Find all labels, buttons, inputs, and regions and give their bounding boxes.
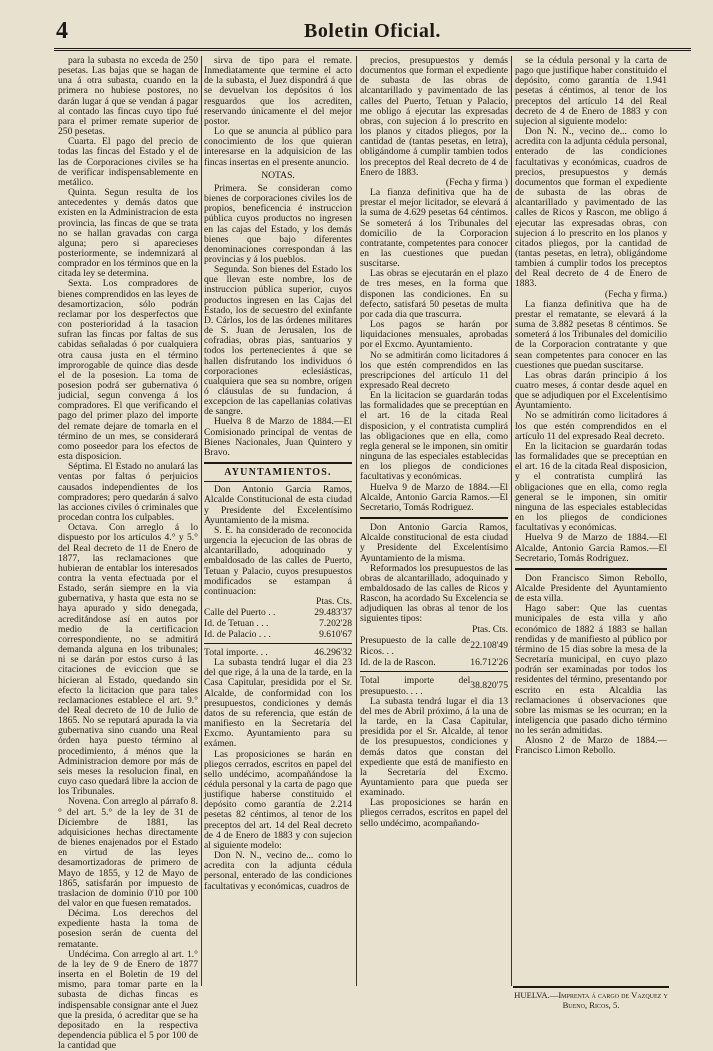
page-number: 4: [56, 18, 68, 44]
paragraph: Don Antonio Garcia Ramos, Alcalde Constitucional de esta ciudad y Presidente del Excelentísimo Ayuntamiento de la misma.: [204, 484, 352, 526]
table-row: [204, 607, 352, 618]
table-row: [360, 675, 508, 697]
table-row: [204, 618, 352, 629]
table-cell: 9.610'67: [319, 629, 352, 641]
paragraph: Séptima. El Estado no anulará las ventas por faltas ó perjuicios causados independientes de los compradores; pero quedarán á salvo las acciones civiles ó criminales que procedan contra los culpables.: [58, 461, 198, 524]
paragraph: La subasta tendrá lugar el dia 23 del que rige, á la una de la tarde, en la Casa Capitular, presidida por el Sr. Alcalde, de conformidad con los presupuestos, condiciones y demás datos de su referencia, que están de manifiesto en la Secretaría del Excmo. Ayuntamiento para su exámen.: [204, 657, 352, 750]
paragraph: No se admitirán como licitadores á los que estén comprendidos en las prescripciones del artículo 11 del expresado Real decreto: [360, 349, 508, 391]
table-cell: 22.108'49: [470, 640, 508, 652]
paragraph: Alosno 2 de Marzo de 1884.—Francisco Limon Rebollo.: [515, 735, 667, 757]
table-cell: 7.202'28: [319, 618, 352, 630]
paragraph: La subasta tendrá lugar el dia 13 del mes de Abril próximo, á la una de la tarde, en la Casa Capitular, presidida por el Sr. Alcalde, al tenor de los presupuestos, condiciones y demás datos que constan del expediente que está de manifiesto en la Secretaría del Excmo. Ayuntamiento para que pueda ser examinado.: [360, 695, 508, 799]
paragraph: Hago saber: Que las cuentas municipales de esta villa y año económico de 1882 á 1883 se hallan rendidas y de manifiesto al público por término de 15 dias sobre la mesa de la Secretaría municipal, en cuyo plazo podrán ser examinadas por todos los residentes del término, presentando por escrito en esta Alcaldia las reclamaciones ú observaciones que sobre las mismas se les ocurran; en la inteligencia que pasado dicho término no les serán admitidas.: [515, 603, 667, 737]
paragraph: precios, presupuestos y demás documentos que forman el expediente de subasta de las obras de alcantarillado y pavimentado de las calles del Puerto, Tetuan y Palacio, me obligo á ejecutar las expresadas obras, con sujecion á lo prescrito en los planos y citados pliegos, por la cantidad de (tantas pesetas, en letra), obligándome á cumplir tambien todos los preceptos del Real decreto de 4 de Enero de 1883.: [360, 55, 508, 178]
paragraph: Huelva 9 de Marzo de 1884.—El Alcalde, Antonio Garcia Ramos.—El Secretario, Tomás Rodriguez.: [360, 481, 508, 513]
table-cell: Calle del Puerto . .: [204, 607, 276, 619]
section-heading: AYUNTAMIENTOS.: [224, 467, 332, 479]
paragraph: No se admitirán como licitadores á los que estén comprendidos en el artículo 11 del expresado Real decreto.: [515, 410, 667, 442]
section-rule: [360, 517, 508, 519]
paragraph: Don Francisco Simon Rebollo, Alcalde Presidente del Ayuntamiento de esta villa.: [515, 572, 667, 605]
paragraph: Sexta. Los compradores de bienes comprendidos en las leyes de desamortizacion, sólo podrán reclamar por los desperfectos que con posterioridad á la tasacion sufran las fincas por faltas de sus cabidas señaladas ó por cualquiera otra causa justa en el término improrogable de quince dias desde el de la posesion. La toma de posesion podrá ser gubernativa ó judicial, segun convenga á los compradores. El que verificando el pago del primer plazo del importe del remate dejare de tomarla en el término de un mes, se considerará como poseedor para los efectos de esta disposicion.: [58, 278, 198, 463]
table-rule: [360, 671, 508, 672]
paragraph: Las proposiciones se harán en pliegos cerrados, escritos en papel del sello undécimo, acompañando-: [360, 797, 508, 829]
paragraph: Undécima. Con arreglo al art. 1.° de la ley de 9 de Enero de 1877 inserta en el Boletin de 19 del mismo, para tomar parte en la subasta de dichas fincas es indispensable consignar ante el Juez que la presida, ó acreditar que se ha depositado en la respectiva dependencia pública el 5 por 100 de la cantidad que: [58, 948, 198, 1051]
printer-imprint: HUELVA.—Imprenta á cargo de Vazquez y Bueno, Ricos, 5.: [513, 986, 669, 1010]
paragraph: Décima. Los derechos del expediente hasta la toma de posesion serán de cuenta del rematante.: [58, 908, 198, 950]
signature-line: (Fecha y firma.): [604, 288, 667, 300]
section-rule: [204, 481, 352, 482]
budget-table: [360, 635, 508, 668]
table-cell: Id. de Palacio . . .: [204, 629, 271, 641]
paragraph: Huelva 9 de Marzo de 1884.—El Alcalde, Antonio Garcia Ramos.—El Secretario, Tomás Rodriguez.: [515, 532, 667, 564]
table-cell: Total importe del presupuesto. . . .: [360, 674, 471, 697]
table-cell: 29.483'37: [314, 607, 352, 619]
table-header: Ptas. Cts.: [472, 623, 508, 635]
table-cell: 16.712'26: [470, 656, 508, 668]
total-table: [360, 675, 508, 697]
paragraph: Cuarta. El pago del precio de todas las fincas del Estado y el de las de Corporaciones civiles se ha de verificar indispensablemente en metálico.: [58, 136, 198, 188]
paragraph: En la licitacion se guardarán todas las formalidades que se preceptúan en el art. 16 de la citada Real disposicion, y el contratista cumplirá las obligaciones que en ella, como regla general se le imponen, sin omitir ninguna de las especiales establecidas en los pliegos de condiciones facultativas y económicas.: [515, 440, 667, 534]
column-4: [515, 56, 667, 982]
paragraph: Lo que se anuncia al público para conocimiento de los que quieran interesarse en la adquisicion de las fincas insertas en el presente anuncio.: [204, 126, 352, 168]
table-row: [360, 635, 508, 657]
paragraph: La fianza definitiva que ha de prestar el rematante, se elevará á la suma de 3.882 pesetas 8 céntimos. Se someterá á los Tribunales del domicilio de la Corporacion contratante y que sean competentes para conocer en las cuestiones que puedan suscitarse.: [515, 298, 667, 371]
paragraph: Huelva 8 de Marzo de 1884.—El Comisionado principal de ventas de Bienes Nacionales, Juan Quintero y Bravo.: [204, 416, 352, 458]
paragraph: Las proposiciones se harán en pliegos cerrados, escritos en papel del sello undécimo, acompañándose la cédula personal y la carta de pago que justifique haberse constituido el depósito como garantía de 2.214 pesetas 82 céntimos, al tenor de los preceptos del art. 14 del Real decreto de 4 de Enero de 1883 y con sujecion al siguiente modelo:: [204, 748, 352, 851]
table-header: Ptas. Cts.: [316, 595, 352, 607]
paragraph: En la licitacion se guardarán todas las formalidades que se preceptúan en el art. 16 de la citada Real disposicion, y el contratista cumplirá las obligaciones que en ella, como regla general se le imponen, sin omitir ninguna de las especiales establecidas en los pliegos de condiciones facultativas y económicas.: [360, 390, 508, 483]
column-1: [58, 55, 198, 1051]
paragraph: Novena. Con arreglo al párrafo 8.° del art. 5.° de la ley de 31 de Diciembre de 1881, las adquisiciones hechas directamente de bienes enajenados por el Estado en virtud de las leyes desamortizadoras de primero de Mayo de 1855, y 12 de Mayo de 1865, satisfarán por impuesto de traslacion de dominio 0'10 por 100 del valor en que fuesen rematados.: [58, 796, 198, 909]
table-cell: Presupuesto de la calle de Ricos. . .: [360, 634, 471, 657]
paragraph: Octava. Con arreglo á lo dispuesto por los artículos 4.° y 5.° del Real decreto de 11 de Enero de 1877, las reclamaciones que hubieran de entablar los interesados contra la venta efectuada por el Estado, serán siempre en la via gubernativa, y hasta que esta no se haya apurado y sido denegada, acreditándose así en autos por medio de la certificacion correspondiente, no se admitirá demanda alguna en los tribunales; ni se darán por estos curso á las citaciones de eviccion que se hicieran al Estado, quedando sin efecto la licitacion que para tales reclamaciones establece el art. 9.° del Real decreto de 10 de Julio de 1865. No se reputará apurada la via gubernativa sino cuando una Real órden haya puesto término al procedimiento, á ménos que la Administracion demore por más de seis meses la resolucion final, en cuyo caso quedará libre la accion de los Tribunales.: [58, 522, 198, 798]
header-rule: [54, 48, 691, 51]
table-rule: [204, 643, 352, 644]
table-row: [204, 629, 352, 640]
section-rule: [515, 568, 667, 570]
table-cell: 46.296'32: [314, 647, 352, 659]
masthead-title: Boletin Oficial.: [304, 20, 441, 42]
paragraph: Don N. N., vecino de... como lo acredita con la adjunta cédula personal, enterado de las condiciones facultativas y económicas, cuadros de: [204, 850, 352, 892]
column-divider: [511, 56, 512, 986]
paragraph: La fianza definitiva que ha de prestar el mejor licitador, se elevará á la suma de 4.629 pesetas 64 céntimos. Se someterá á los Tribunales del domicilio de la Corporacion contratante, competentes para conocer en las cuestiones que puedan suscitarse.: [360, 187, 508, 270]
section-rule: [204, 462, 352, 464]
table-row: [360, 657, 508, 668]
notes-heading: NOTAS.: [261, 169, 295, 181]
paragraph: Las obras se ejecutarán en el plazo de tres meses, en la forma que disponen las condiciones. En su defecto, satisfará 50 pesetas de multa por cada dia que trascurra.: [360, 268, 508, 320]
paragraph: se la cédula personal y la carta de pago que justifique haber constituido el depósito, como garantía de 1.941 pesetas á céntimos, al tenor de los preceptos del artículo 14 del Real decreto de 4 de Enero de 1883 y con sujecion al siguiente modelo:: [515, 55, 667, 127]
paragraph: Segunda. Son bienes del Estado los que llevan este nombre, los de instruccion pública superior, cuyos productos ingresen en las Cajas del Estado, los de secuestro del exinfante D. Cárlos, los de las órdenes militares de S. Juan de Jerusalen, los de cofradias, obras pias, santuarios y todos los pertenecientes á que se hallen disfrutando los individuos ó corporaciones eclesiásticas, cualquiera que sea su nombre, orígen ó cláusulas de su fundacion, á excepcion de las capellanias colativas de sangre.: [204, 264, 352, 418]
paragraph: sirva de tipo para el remate. Inmediatamente que termine el acto de la subasta, el Juez dispondrá á que se devuelvan los depósitos ó los resguardos que los acrediten, reservando únicamente el del mejor postor.: [204, 55, 352, 127]
table-cell: Id. de la de Rascon.: [360, 656, 436, 668]
paragraph: para la subasta no exceda de 250 pesetas. Las bajas que se hagan de una á otra subasta, cuando en la primera no hubiese postores, no darán lugar á que se vendan á pagar al contado las fincas cuyo tipo fué para el primer remate superior de 250 pesetas.: [58, 55, 198, 138]
table-cell: Id. de Tetuan . . .: [204, 618, 269, 630]
paragraph: S. E. ha considerado de reconocida urgencia la ejecucion de las obras de alcantarillado, adoquinado y embaldosado de las calles de Puerto, Tetuan y Palacio, cuyos presupuestos modificados se estampan á continuacion:: [204, 524, 352, 597]
paragraph: Los pagos se harán por liquidaciones mensuales, aprobadas por el Excmo. Ayuntamiento.: [360, 319, 508, 351]
column-3: [360, 56, 508, 984]
signature-line: (Fecha y firma ): [445, 176, 508, 188]
paragraph: Don Antonio Garcia Ramos, Alcalde constitucional de esta ciudad y Presidente del Excelentísimo Ayuntamiento de la misma.: [360, 522, 508, 564]
paragraph: Primera. Se consideran como bienes de corporaciones civiles los de propios, beneficencia é instruccion pública cuyos productos no ingresen en las cajas del Estado, y los demás bienes que bajo diferentes denominaciones correspondan á las provincias y á los pueblos.: [204, 182, 352, 265]
paragraph: Las obras darán principio á los cuatro meses, á contar desde aquel en que se adjudiquen por el Excelentísimo Ayuntamiento.: [515, 369, 667, 412]
page-header: [56, 16, 689, 46]
column-divider: [201, 56, 202, 986]
paragraph: Don N. N., vecino de... como lo acredita con la adjunta cédula personal, enterado de las condiciones facultativas y económicas, cuadros de precios, presupuestos y demás documentos que forman el expediente de subasta de las obras de alcantarillado y pavimentado de las calles de Ricos y Rascon, me obligo á ejecutar las expresadas obras, con sujecion á lo prescrito en los planos y citados pliegos, por la cantidad de (tantas pesetas, en letra), obligándome tambien á cumplir todos los preceptos del Real decreto de 4 de Enero de 1883.: [515, 126, 667, 290]
table-cell: 38.820'75: [470, 680, 508, 692]
table-cell: Total importe. . .: [204, 647, 268, 659]
budget-table: [204, 607, 352, 640]
paragraph: Quinta. Segun resulta de los antecedentes y demás datos que existen en la Administracion de esta provincia, las fincas de que se trata no se hallan gravadas con carga alguna; pero si aparecieses posteriormente, se indemnizará al comprador en los términos que en la citada ley se determina.: [58, 187, 198, 280]
paragraph: Reformados los presupuestos de las obras de alcantarillado, adoquinado y embaldosado de las calles de Ricos y Rascon, ha acordado Su Excelencia se adjudiquen las obras al tenor de los siguientes tipos:: [360, 562, 508, 625]
column-divider: [356, 56, 357, 986]
column-2: [204, 56, 352, 984]
